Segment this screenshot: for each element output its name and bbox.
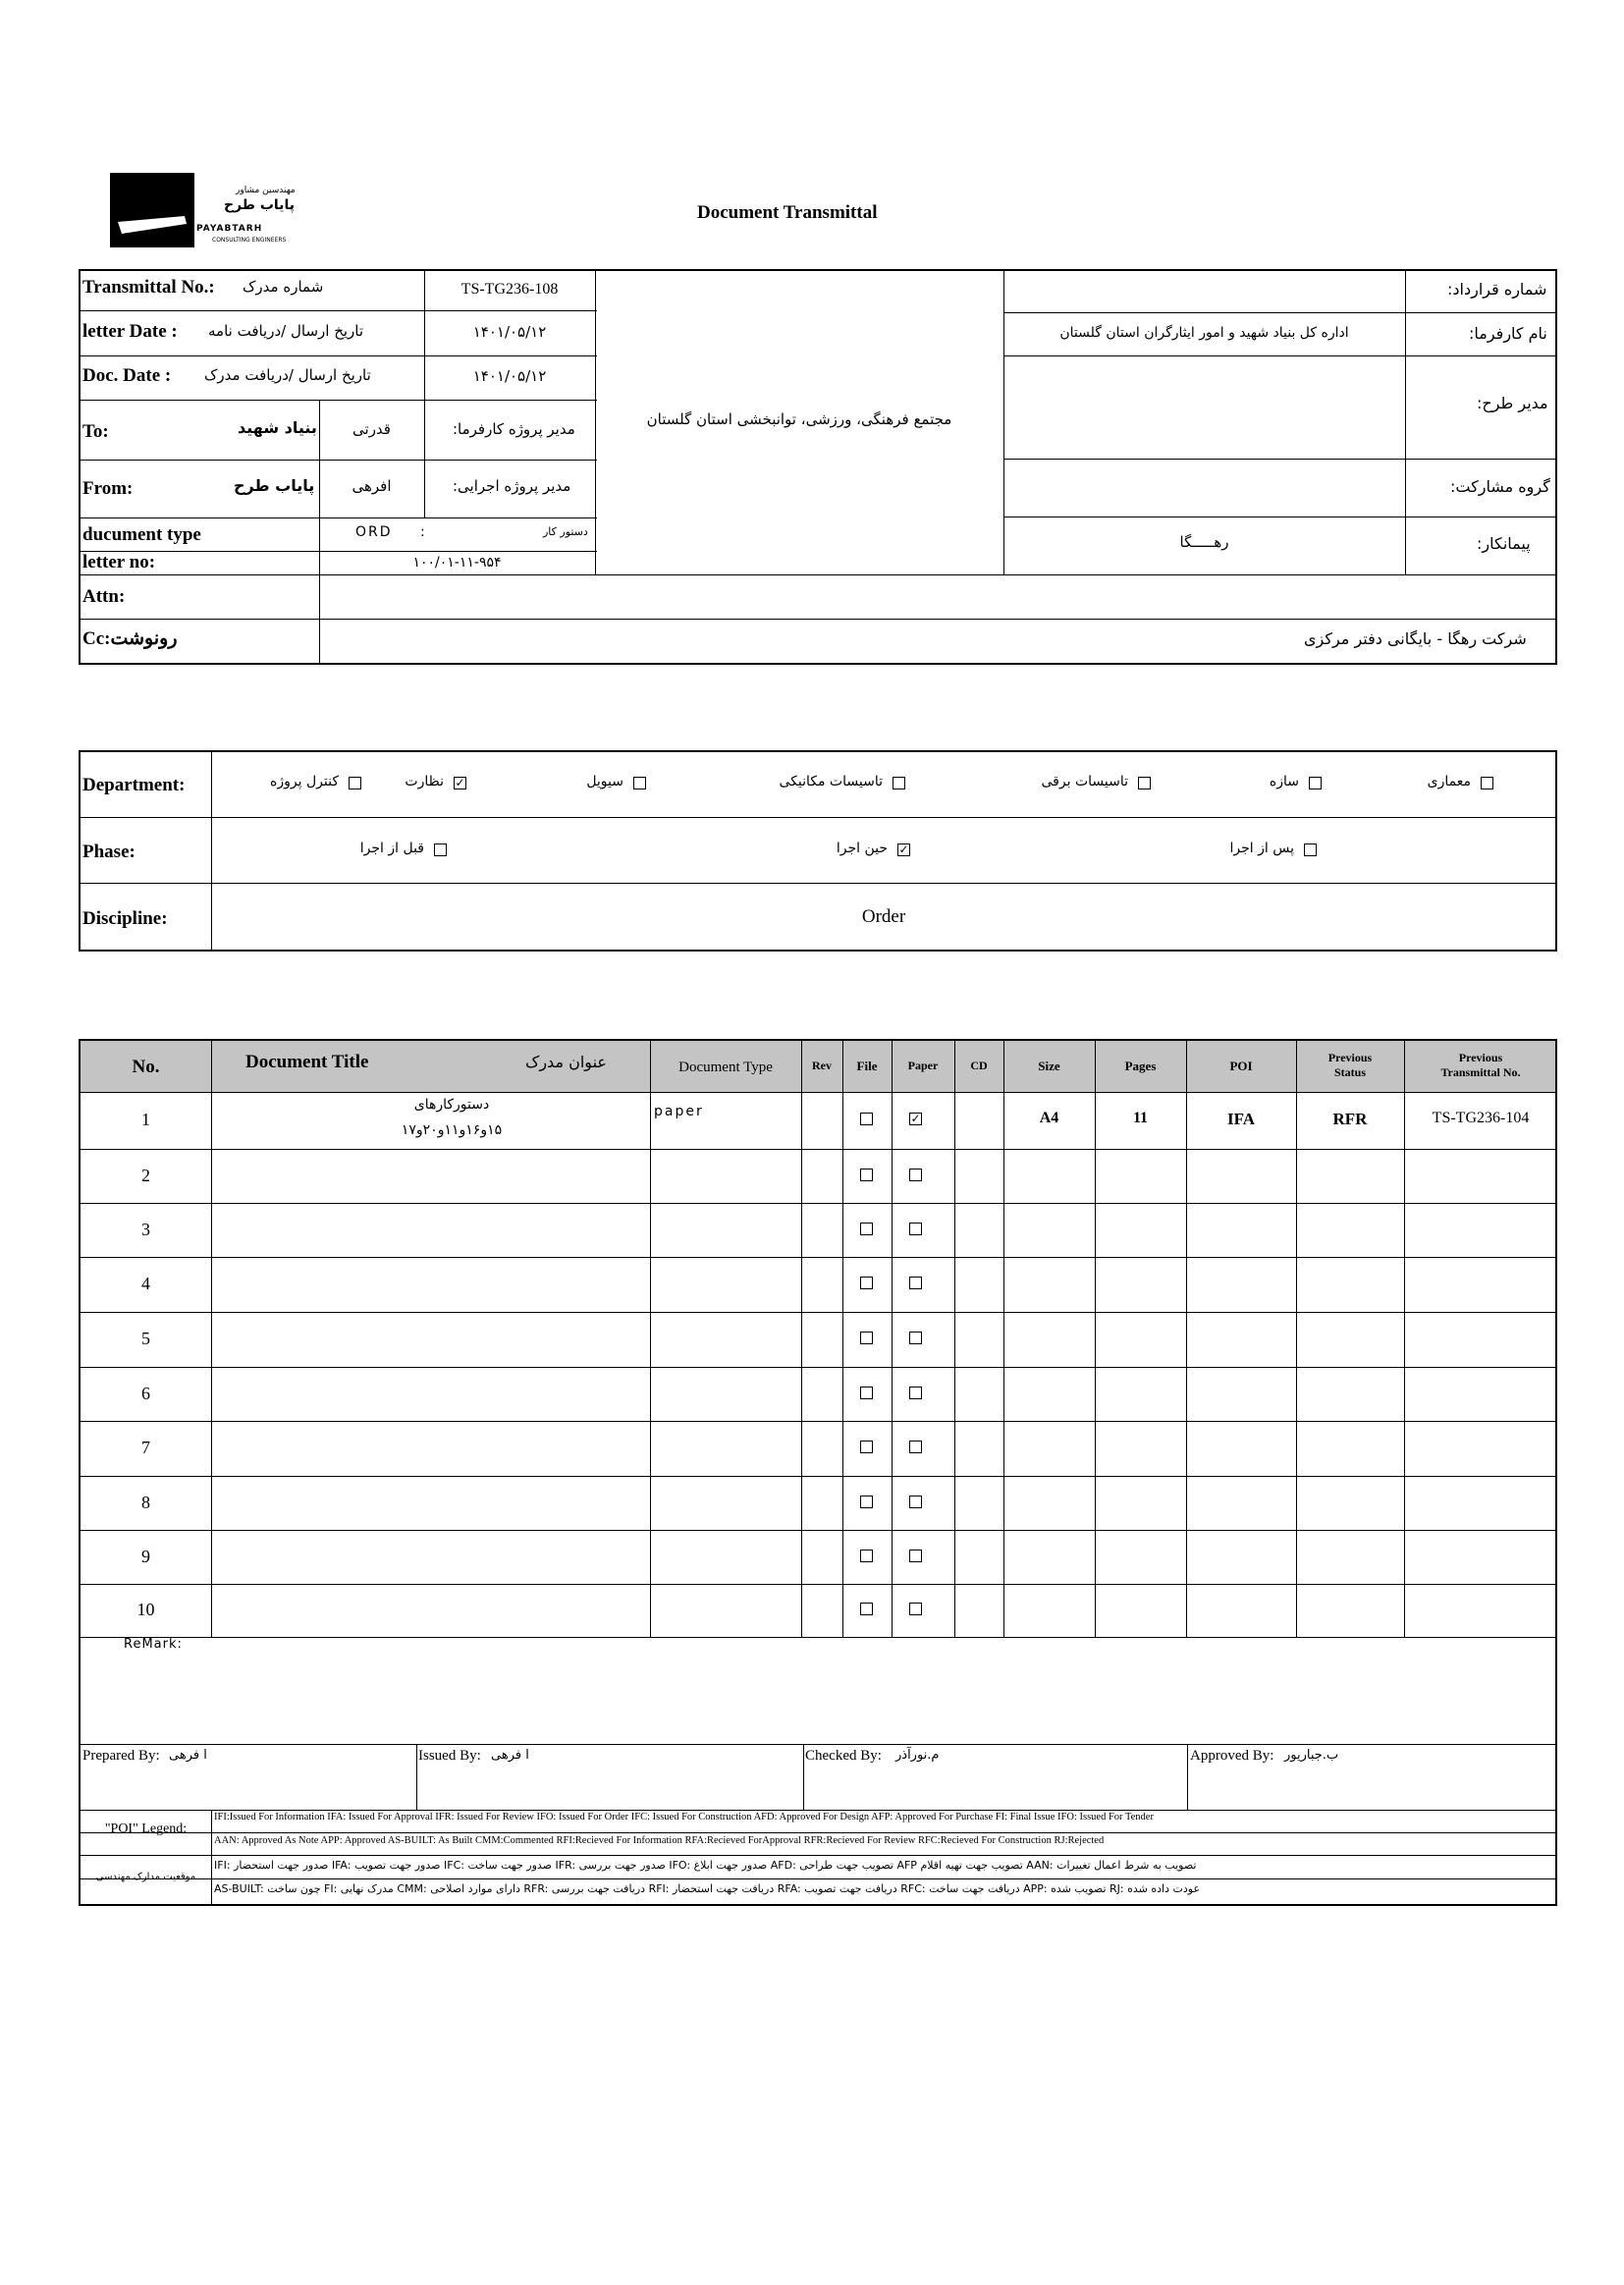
col-header-cd: CD [970,1059,988,1072]
col-header-prev-status-1: Previous [1327,1051,1373,1064]
phase-option-label: حین اجرا [836,841,888,856]
col-header-prev-trans-2: Transmittal No. [1440,1065,1521,1079]
approved-by-label: Approved By: [1190,1748,1274,1764]
table-col-line [1296,1039,1297,1637]
row-number: 8 [141,1492,150,1512]
row-title-line2: ۱۵و۱۶و۱۱و۲۰و۱۷ [401,1122,503,1138]
table-row-line [79,1530,1557,1531]
department-checkbox[interactable] [893,777,905,789]
table-row-line [79,1312,1557,1313]
department-label: Department: [82,775,186,795]
phase-label: Phase: [82,842,135,862]
from-label: From: [82,478,134,499]
department-checkbox[interactable] [1309,777,1322,789]
logo-brand-en: PAYABTARH [196,224,263,234]
prepared-by-value: ا فرهی [169,1748,207,1763]
letter-date-label-fa: تاریخ ارسال /دریافت نامه [208,322,364,340]
employer-pm-label: مدیر پروژه کارفرما: [453,420,575,438]
discipline-label: Discipline: [82,908,168,929]
department-option-label: سازه [1269,774,1299,789]
department-checkbox[interactable]: ✓ [455,776,465,789]
col-header-file: File [856,1059,878,1073]
doc-date-label-fa: تاریخ ارسال /دریافت مدرک [204,366,371,384]
to-value: بنیاد شهید [238,418,317,437]
file-checkbox[interactable] [860,1387,873,1399]
table-row-line [79,1421,1557,1422]
employer-label: نام کارفرما: [1469,324,1547,343]
paper-checkbox[interactable] [909,1277,922,1289]
legend-divider [211,1810,212,1906]
table-row-line [79,1855,1557,1856]
table-col-line [842,1039,843,1637]
phase-checkbox[interactable] [434,843,447,856]
document-table [79,1039,1557,1906]
table-col-line [211,1039,212,1637]
transmittal-no-value: TS-TG236-108 [460,281,559,298]
contractor-label: پیمانکار: [1477,534,1531,553]
legend-line-2: AAN: Approved As Note APP: Approved AS-BUILT: As Built CMM:Commented RFI:Recieved For Information RFA:Recieved ForApproval RFR:Recieved For Review RFC:Recieved For Construction RJ:Rejected [214,1835,1105,1846]
issued-by-label: Issued By: [418,1748,481,1764]
department-option-label: سیویل [586,774,623,789]
approved-by-value: ب.جباریور [1284,1748,1339,1763]
row-number: 7 [141,1438,150,1457]
col-header-prev-trans-1: Previous [1458,1051,1503,1064]
logo-brand-fa: مهندسین مشاور [236,186,296,195]
doc-type-colon: : [420,524,425,540]
phase-option-label: قبل از اجرا [359,841,424,856]
row-doc-type: paper [654,1104,704,1119]
table-row-line [79,1810,1557,1811]
paper-checkbox[interactable] [909,1603,922,1615]
page-title: Document Transmittal [697,202,878,223]
table-row-line [79,1832,1557,1833]
doc-type-value: ORD [355,524,393,540]
exec-pm-name: افرهی [352,477,392,495]
col-header-title-en: Document Title [245,1052,369,1072]
table-col-line [892,1039,893,1637]
table-col-line [1003,1039,1004,1637]
letter-date-label: letter Date : [82,321,178,342]
table-col-line [954,1039,955,1637]
row-number: 4 [141,1274,150,1293]
table-row-line [79,1257,1557,1258]
row-number: 2 [141,1165,150,1185]
letter-date-value: ۱۴۰۱/۰۵/۱۲ [472,323,547,341]
checked-by-label: Checked By: [805,1748,882,1764]
employer-value: اداره کل بنیاد شهید و امور ایثارگران استان گلستان [1059,325,1349,341]
department-option-label: تاسیسات برقی [1041,774,1128,789]
file-checkbox[interactable] [860,1441,873,1453]
signature-divider [803,1744,804,1810]
col-header-size: Size [1038,1059,1060,1073]
table-row-line [79,1149,1557,1150]
prepared-by-label: Prepared By: [82,1748,160,1764]
legend-line-3: IFI: صدور جهت استحضار IFA: صدور جهت تصویب IFC: صدور جهت ساخت IFR: صدور جهت بررسی IFO: صدور جهت ابلاغ AFD: تصویب جهت طراحی AFP تصویب جهت تهیه اقلام AAN: تصویب به شرط اعمال تغییرات [214,1859,1197,1872]
table-row-line [79,1878,1557,1879]
table-row-line [79,1092,1557,1093]
file-checkbox[interactable] [860,1603,873,1615]
department-checkbox[interactable] [1138,777,1151,789]
department-checkbox[interactable] [1481,777,1493,789]
table-col-line [801,1039,802,1637]
partnership-label: گروه مشارکت: [1450,477,1550,496]
paper-checkbox[interactable] [909,1441,922,1453]
project-name: مجتمع فرهنگی، ورزشی، توانبخشی استان گلستان [646,410,952,428]
table-col-line [1404,1039,1405,1637]
signature-divider [416,1744,417,1810]
row-number: 3 [141,1219,150,1239]
paper-checkbox[interactable] [909,1496,922,1508]
col-header-prev-status-2: Status [1333,1065,1366,1079]
row-number: 10 [136,1600,155,1619]
transmittal-no-label: Transmittal No.: [82,277,215,298]
file-checkbox[interactable] [860,1223,873,1235]
doc-date-label: Doc. Date : [82,365,172,386]
paper-checkbox[interactable] [909,1169,922,1181]
letter-no-value: ۱۰۰/۰۱-۱۱-۹۵۴ [412,555,502,571]
contract-no-label: شماره قرارداد: [1447,280,1547,299]
legend-line-4: AS-BUILT: چون ساخت FI: مدرک نهایی CMM: دارای موارد اصلاحی RFR: دریافت جهت بررسی RFI: دریافت جهت استحضار RFA: دریافت جهت تصویب RFC: دریافت جهت ساخت APP: تصویب شده RJ: عودت داده شده [214,1882,1201,1895]
contractor-value: رهـــــگا [1179,533,1229,551]
file-checkbox[interactable] [860,1332,873,1344]
file-checkbox[interactable] [860,1277,873,1289]
row-poi: IFA [1226,1110,1255,1128]
letter-no-label: letter no: [82,552,156,572]
col-header-rev: Rev [812,1059,832,1072]
table-row-line [79,1367,1557,1368]
phase-checkbox[interactable] [1304,843,1317,856]
paper-checkbox[interactable] [909,1332,922,1344]
logo-mark-icon [110,173,194,247]
department-option-label: تاسیسات مکانیکی [779,774,883,789]
remark-label: ReMark: [124,1637,183,1652]
company-logo [110,173,316,251]
status-legend-label: موقعیت مدارک مهندسی [95,1872,196,1882]
table-col-line [1095,1039,1096,1637]
col-header-doc-type: Document Type [678,1060,773,1075]
paper-checkbox[interactable]: ✓ [910,1112,921,1125]
logo-brand-sub: CONSULTING ENGINEERS [212,237,287,244]
doc-type-label: ducument type [82,524,201,545]
row-number: 1 [141,1110,150,1129]
checked-by-value: م.نورآذر [895,1748,940,1763]
col-header-no: No. [132,1057,160,1077]
file-checkbox[interactable] [860,1169,873,1181]
paper-checkbox[interactable] [909,1387,922,1399]
department-option-label: معماری [1427,774,1471,789]
phase-checkbox[interactable]: ✓ [898,843,909,856]
table-col-line [650,1039,651,1637]
file-checkbox[interactable] [860,1113,873,1125]
logo-brand-name-fa: پایاب طرح [224,197,295,213]
table-row-line [79,1584,1557,1585]
row-number: 5 [141,1329,150,1348]
paper-checkbox[interactable] [909,1223,922,1235]
col-header-pages: Pages [1124,1059,1157,1073]
col-header-paper: Paper [907,1059,939,1072]
doc-type-fa: دستور کار [543,525,588,538]
designer-label: مدیر طرح: [1477,394,1548,412]
from-value: پایاب طرح [234,476,315,495]
department-checkbox[interactable] [633,777,646,789]
row-number: 9 [141,1546,150,1566]
row-title-line1: دستورکارهای [413,1097,490,1113]
col-header-poi: POI [1229,1059,1253,1073]
row-prev-status: RFR [1332,1110,1368,1128]
attn-label: Attn: [82,586,126,607]
phase-option-label: پس از اجرا [1229,841,1294,856]
department-option-label: نظارت [405,774,444,789]
paper-checkbox[interactable] [909,1550,922,1562]
transmittal-no-label-fa: شماره مدرک [243,278,324,296]
to-label: To: [82,421,109,442]
row-prev-transmittal: TS-TG236-104 [1432,1110,1530,1126]
file-checkbox[interactable] [860,1550,873,1562]
legend-line-1: IFI:Issued For Information IFA: Issued For Approval IFR: Issued For Review IFO: Issued For Order IFC: Issued For Construction AFD: Approved For Design AFP: Approved For Purchase FI: Final Issue IFO: Issued For Tender [214,1812,1154,1823]
table-row-line [79,1203,1557,1204]
cc-value: شرکت رهگا - بایگانی دفتر مرکزی [1304,629,1527,648]
table-col-line [1186,1039,1187,1637]
table-row-line [79,1744,1557,1745]
department-option-label: کنترل پروژه [270,774,339,789]
signature-divider [1187,1744,1188,1810]
issued-by-value: ا فرهی [491,1748,529,1763]
discipline-value: Order [861,906,906,927]
table-row-line [79,1637,1557,1638]
cc-label: Cc:رونوشت [82,628,178,649]
col-header-title-fa: عنوان مدرک [525,1053,607,1071]
poi-legend-label: "POI" Legend: [104,1822,188,1836]
row-number: 6 [141,1383,150,1403]
row-pages: 11 [1132,1110,1149,1126]
doc-date-value: ۱۴۰۱/۰۵/۱۲ [472,367,547,385]
file-checkbox[interactable] [860,1496,873,1508]
exec-pm-label: مدیر پروژه اجرایی: [453,477,571,495]
row-size: A4 [1039,1110,1059,1126]
employer-pm-name: قدرتی [352,420,391,438]
table-row-line [79,1476,1557,1477]
